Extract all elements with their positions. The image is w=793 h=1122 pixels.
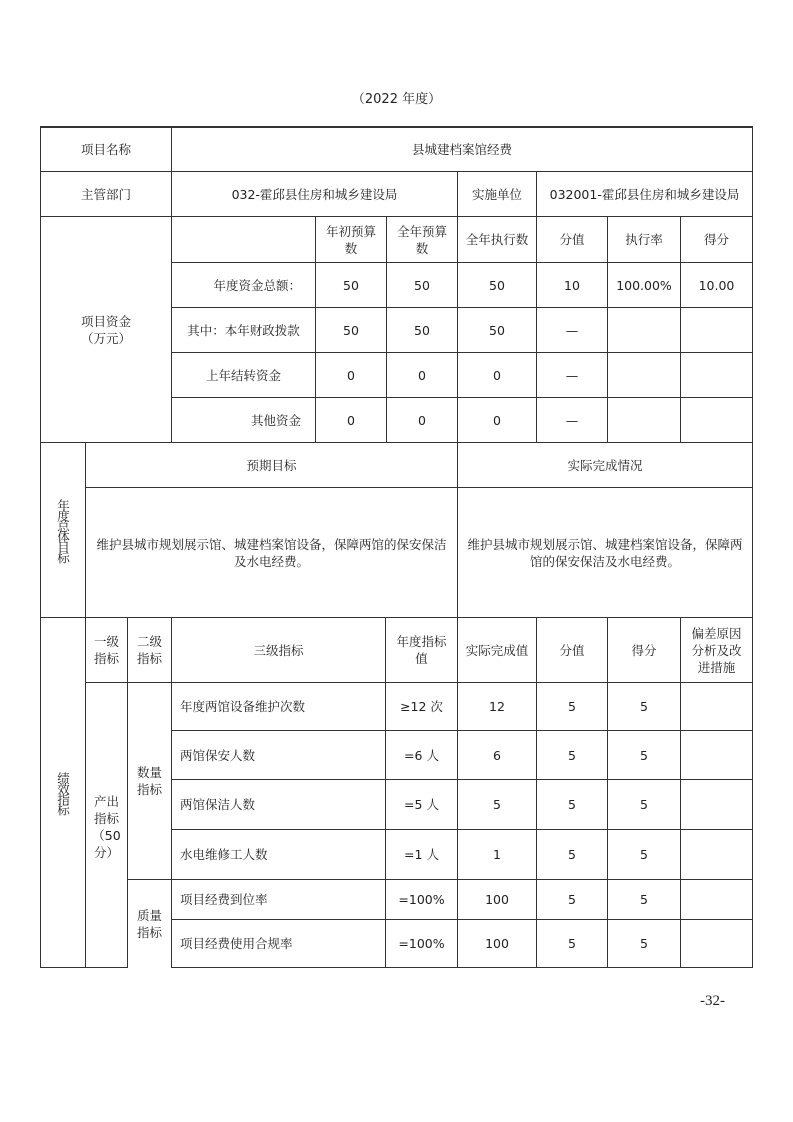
perf-deviation — [680, 919, 753, 968]
perf-actual: 100 — [457, 919, 537, 968]
perf-header-score-value: 分值 — [536, 617, 608, 683]
funds-cell — [607, 352, 681, 398]
funds-cell: — — [536, 307, 608, 353]
perf-header-level3: 三级指标 — [171, 617, 386, 683]
perf-indicator: 水电维修工人数 — [171, 829, 386, 880]
perf-indicator: 年度两馆设备维护次数 — [171, 682, 386, 731]
goals-expected-header: 预期目标 — [85, 442, 458, 488]
perf-deviation — [680, 730, 753, 780]
perf-target: ≥12 次 — [385, 682, 458, 731]
funds-col-annual: 全年预算数 — [386, 216, 458, 263]
funds-row-label: 其他资金 — [171, 397, 316, 443]
funds-cell: 50 — [315, 307, 387, 353]
perf-header-score: 得分 — [607, 617, 681, 683]
funds-cell — [607, 307, 681, 353]
funds-cell: 50 — [457, 307, 537, 353]
funds-cell: — — [536, 352, 608, 398]
funds-cell: 0 — [386, 352, 458, 398]
funds-cell — [680, 397, 753, 443]
funds-cell: 100.00% — [607, 262, 681, 308]
perf-actual: 100 — [457, 879, 537, 920]
goals-section-label: 年度总体目标 — [40, 442, 86, 618]
perf-level1-output: 产出指标（50分） — [85, 682, 128, 968]
funds-row-label: 年度资金总额： — [171, 262, 316, 308]
funds-cell: 50 — [386, 262, 458, 308]
funds-cell: 0 — [457, 352, 537, 398]
perf-score-value: 5 — [536, 779, 608, 830]
perf-score: 5 — [607, 919, 681, 968]
perf-target: =100% — [385, 919, 458, 968]
perf-deviation — [680, 829, 753, 880]
perf-indicator: 两馆保安人数 — [171, 730, 386, 780]
perf-target: =6 人 — [385, 730, 458, 780]
funds-col-executed: 全年执行数 — [457, 216, 537, 263]
perf-header-level1: 一级指标 — [85, 617, 128, 683]
perf-deviation — [680, 682, 753, 731]
perf-deviation — [680, 779, 753, 830]
performance-section-label: 绩效指标 — [40, 617, 86, 968]
funds-cell: 0 — [315, 397, 387, 443]
funds-cell — [607, 397, 681, 443]
perf-score: 5 — [607, 730, 681, 780]
perf-level2-quality: 质量指标 — [127, 879, 172, 968]
funds-col-rate: 执行率 — [607, 216, 681, 263]
perf-target: =100% — [385, 879, 458, 920]
funds-cell: 0 — [386, 397, 458, 443]
perf-actual: 1 — [457, 829, 537, 880]
perf-score: 5 — [607, 829, 681, 880]
perf-score-value: 5 — [536, 730, 608, 780]
perf-indicator: 两馆保洁人数 — [171, 779, 386, 830]
funds-header-blank — [171, 216, 316, 263]
funds-cell: 50 — [457, 262, 537, 308]
perf-deviation — [680, 879, 753, 920]
impl-label: 实施单位 — [457, 171, 537, 217]
funds-row-label: 上年结转资金 — [171, 352, 316, 398]
funds-cell: 0 — [457, 397, 537, 443]
perf-header-target: 年度指标值 — [385, 617, 458, 683]
perf-score: 5 — [607, 779, 681, 830]
funds-cell: 50 — [315, 262, 387, 308]
perf-score-value: 5 — [536, 879, 608, 920]
perf-target: =5 人 — [385, 779, 458, 830]
perf-header-actual: 实际完成值 — [457, 617, 537, 683]
perf-target: =1 人 — [385, 829, 458, 880]
dept-value: 032-霍邱县住房和城乡建设局 — [171, 171, 458, 217]
perf-actual: 12 — [457, 682, 537, 731]
funds-col-score: 得分 — [680, 216, 753, 263]
perf-indicator: 项目经费使用合规率 — [171, 919, 386, 968]
perf-header-deviation: 偏差原因分析及改进措施 — [680, 617, 753, 683]
goals-actual-text: 维护县城市规划展示馆、城建档案馆设备，保障两馆的保安保洁及水电经费。 — [457, 487, 753, 618]
project-name-label: 项目名称 — [40, 126, 172, 172]
page-number: -32- — [700, 993, 725, 1009]
perf-indicator: 项目经费到位率 — [171, 879, 386, 920]
impl-value: 032001-霍邱县住房和城乡建设局 — [536, 171, 753, 217]
perf-score-value: 5 — [536, 829, 608, 880]
perf-score-value: 5 — [536, 919, 608, 968]
perf-score: 5 — [607, 682, 681, 731]
goals-actual-header: 实际完成情况 — [457, 442, 753, 488]
perf-score-value: 5 — [536, 682, 608, 731]
goals-expected-text: 维护县城市规划展示馆、城建档案馆设备，保障两馆的保安保洁及水电经费。 — [85, 487, 458, 618]
funds-section-label: 项目资金 （万元） — [40, 216, 172, 443]
project-name-value: 县城建档案馆经费 — [171, 126, 753, 172]
funds-cell: 10 — [536, 262, 608, 308]
perf-header-level2: 二级指标 — [127, 617, 172, 683]
funds-cell — [680, 307, 753, 353]
funds-row-label: 其中：本年财政拨款 — [171, 307, 316, 353]
funds-cell: — — [536, 397, 608, 443]
funds-col-score-value: 分值 — [536, 216, 608, 263]
funds-cell: 10.00 — [680, 262, 753, 308]
report-year: （2022 年度） — [351, 92, 442, 107]
dept-label: 主管部门 — [40, 171, 172, 217]
funds-cell: 0 — [315, 352, 387, 398]
perf-level2-quantity: 数量指标 — [127, 682, 172, 880]
perf-actual: 6 — [457, 730, 537, 780]
funds-col-initial: 年初预算数 — [315, 216, 387, 263]
funds-cell — [680, 352, 753, 398]
perf-score: 5 — [607, 879, 681, 920]
funds-cell: 50 — [386, 307, 458, 353]
perf-actual: 5 — [457, 779, 537, 830]
